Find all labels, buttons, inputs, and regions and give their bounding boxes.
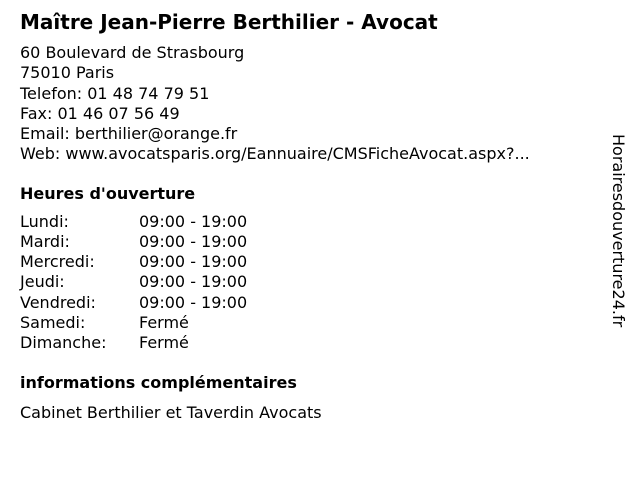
hours-row-saturday <box>20 313 600 333</box>
hours-row-monday <box>20 212 600 232</box>
hours-row-wednesday <box>20 252 600 272</box>
day-label: Samedi: <box>20 312 86 332</box>
phone-line: Telefon: 01 48 74 79 51 <box>20 83 210 103</box>
time-value: 09:00 - 19:00 <box>139 231 248 251</box>
day-label: Mercredi: <box>20 252 95 272</box>
address-city: 75010 Paris <box>20 63 115 83</box>
day-label: Vendredi: <box>20 292 96 312</box>
hours-row-sunday <box>20 333 600 353</box>
fax-line: Fax: 01 46 07 56 49 <box>20 103 180 123</box>
day-label: Mardi: <box>20 231 70 251</box>
email-link[interactable]: berthilier@orange.fr <box>74 124 238 144</box>
email-label: Email: <box>20 124 75 144</box>
email-line <box>20 124 600 144</box>
web-link[interactable]: www.avocatsparis.org/Eannuaire/CMSFicheAvocat.aspx?... <box>65 144 530 164</box>
address-street: 60 Boulevard de Strasbourg <box>20 43 245 62</box>
day-label: Lundi: <box>20 211 69 231</box>
time-value: 09:00 - 19:00 <box>139 252 248 272</box>
time-value: 09:00 - 19:00 <box>139 272 248 292</box>
hours-row-tuesday <box>20 232 600 252</box>
day-label: Dimanche: <box>20 333 107 352</box>
business-title: Maître Jean-Pierre Berthilier - Avocat <box>20 10 438 34</box>
time-value: 09:00 - 19:00 <box>139 211 248 231</box>
business-card <box>20 9 600 423</box>
time-value: Fermé <box>139 312 189 332</box>
site-watermark: Horairesdouverture24.fr <box>609 134 628 328</box>
opening-hours-heading: Heures d'ouverture <box>20 183 196 203</box>
time-value: Fermé <box>139 333 189 352</box>
additional-info-heading: informations complémentaires <box>20 373 297 393</box>
web-label: Web: <box>20 144 66 164</box>
web-line <box>20 144 600 164</box>
time-value: 09:00 - 19:00 <box>139 292 248 312</box>
hours-row-friday <box>20 293 600 313</box>
day-label: Jeudi: <box>20 272 65 292</box>
additional-info-text: Cabinet Berthilier et Taverdin Avocats <box>20 403 322 423</box>
hours-row-thursday <box>20 272 600 292</box>
